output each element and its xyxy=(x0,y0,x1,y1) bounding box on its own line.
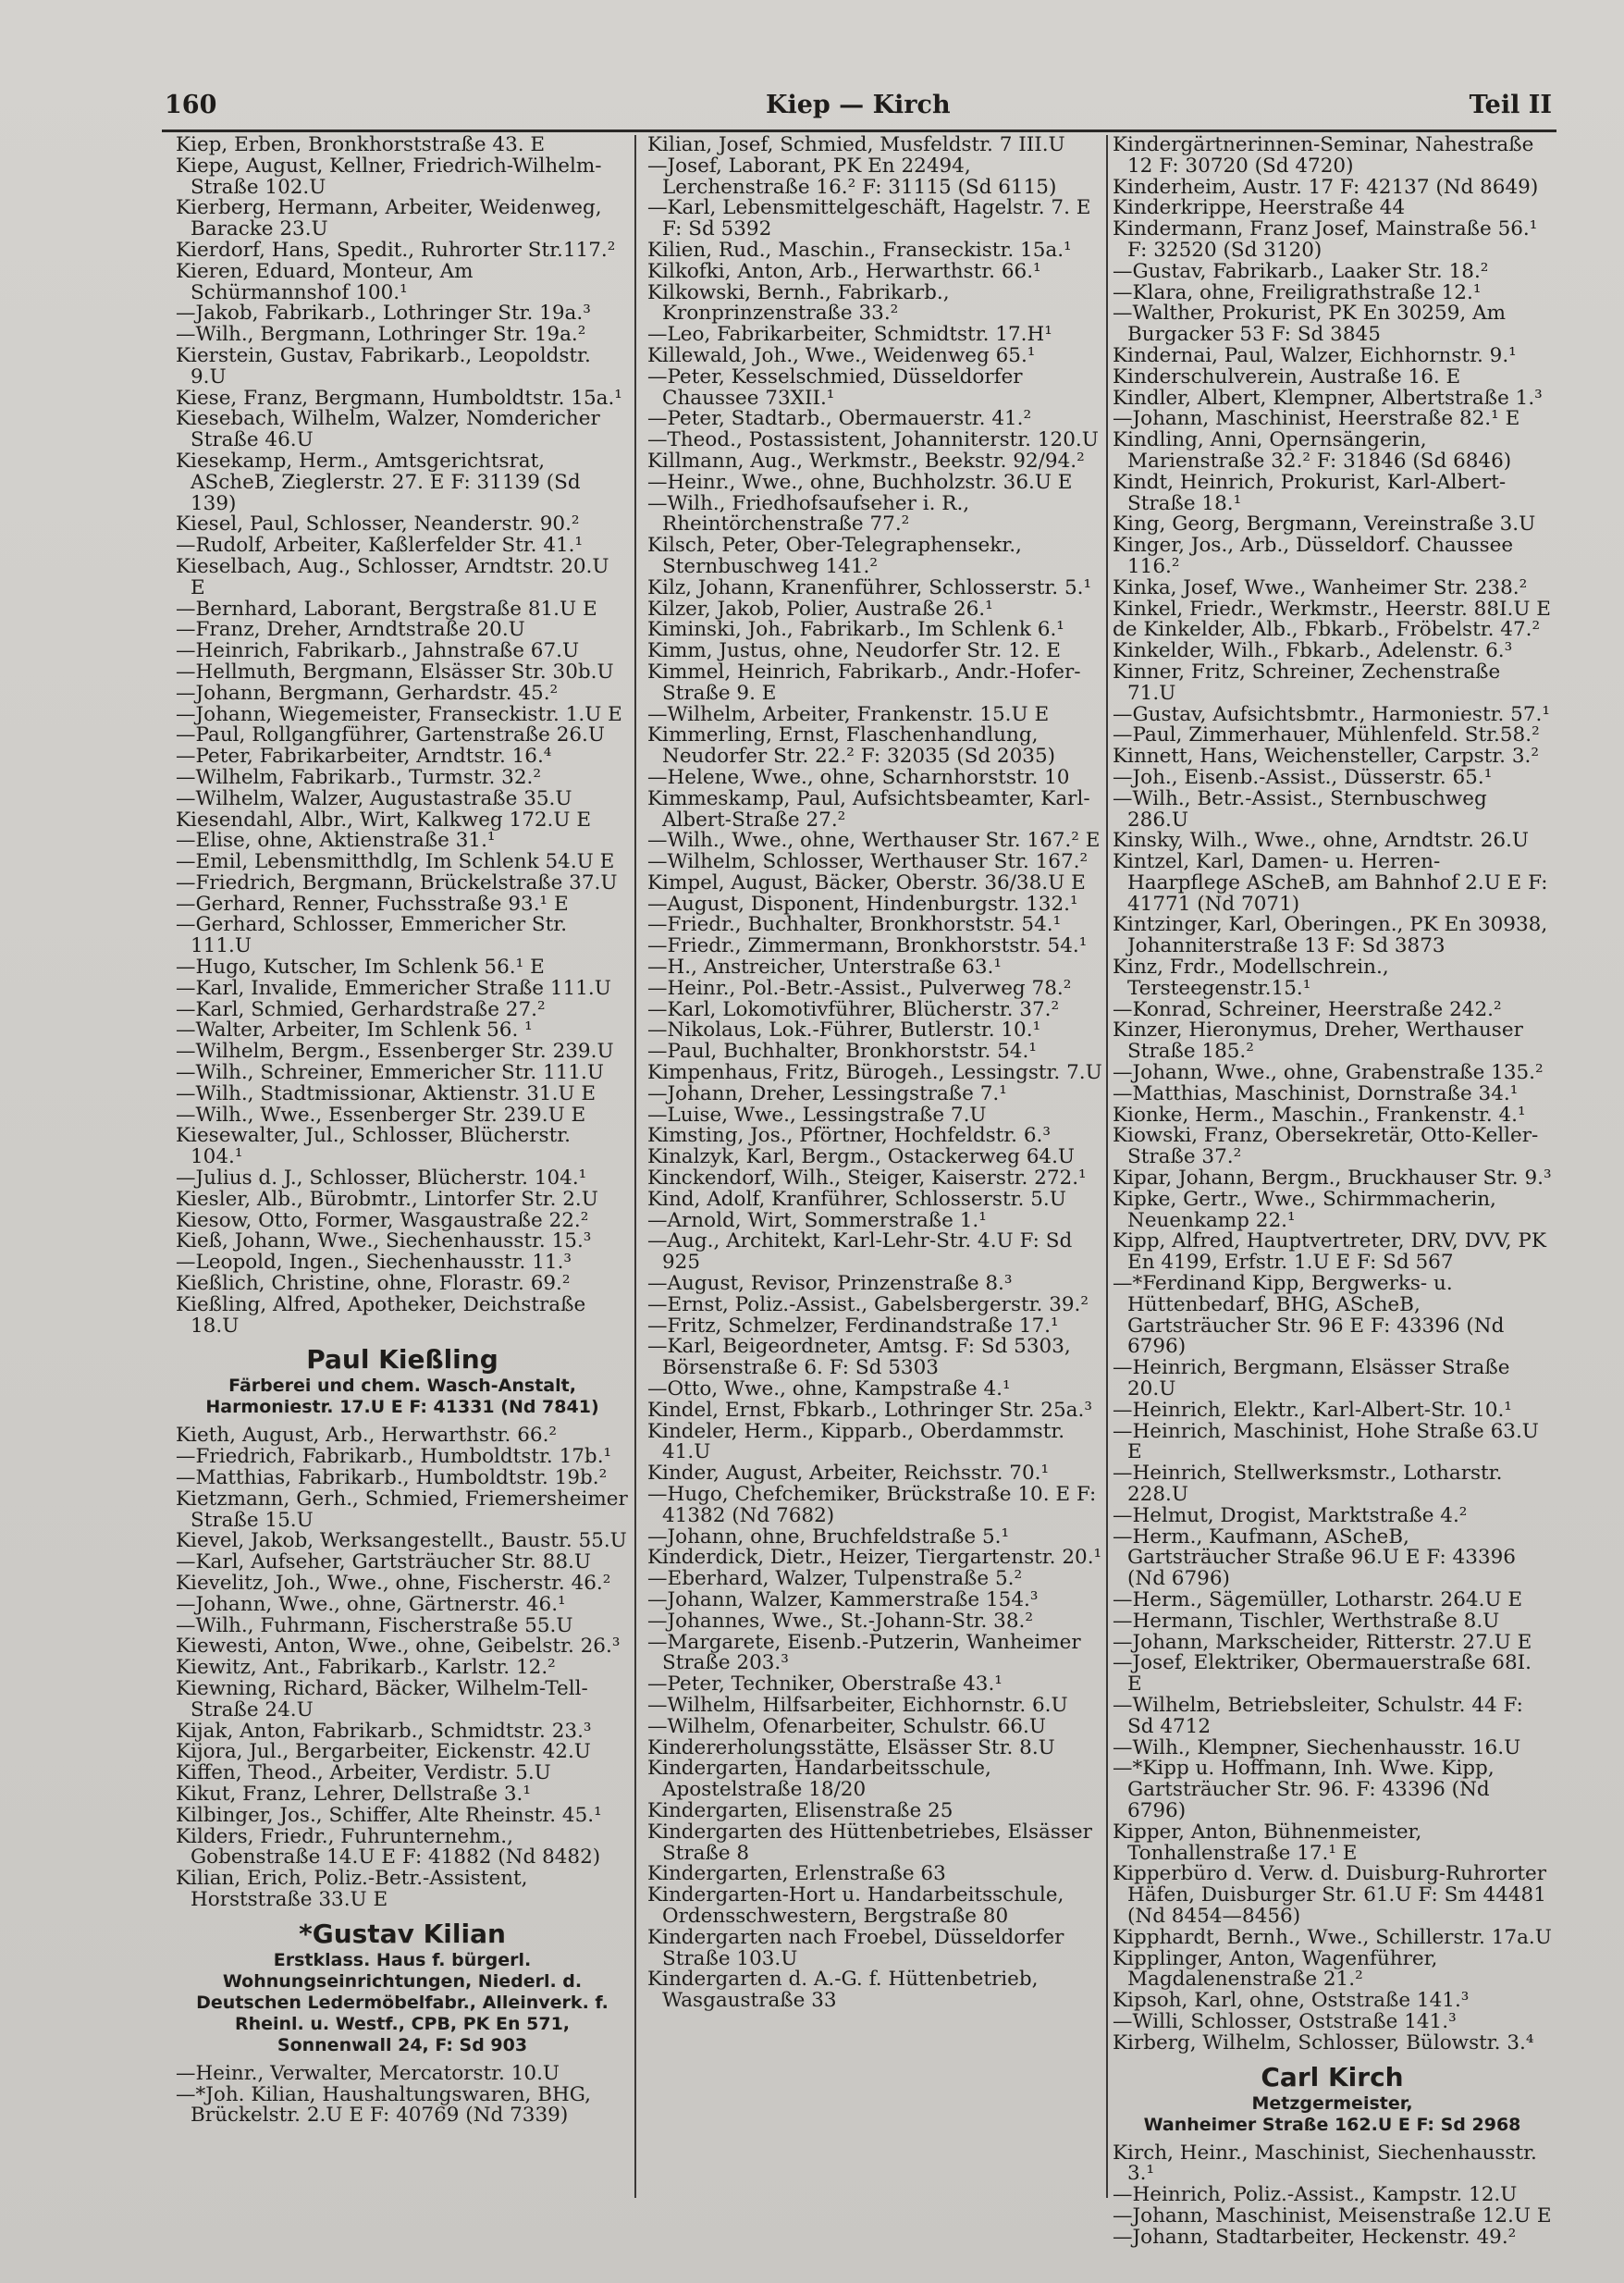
directory-entry: Kilkofki, Anton, Arb., Herwarthstr. 66.¹ xyxy=(647,259,1041,283)
directory-entry: —Johann, Wwe., ohne, Gärtnerstr. 46.¹ xyxy=(176,1592,566,1616)
page-header xyxy=(165,91,1552,128)
directory-entry: Kindt, Heinrich, Prokurist, Karl-Albert-Straße 18.¹ xyxy=(1113,470,1507,515)
directory-entry: Kinkelder, Wilh., Fbkarb., Adelenstr. 6.³ xyxy=(1113,639,1513,663)
directory-entry: Kilian, Josef, Schmied, Musfeldstr. 7 III.U xyxy=(647,133,1065,156)
directory-entry: —Johann, Maschinist, Meisenstraße 12.U E xyxy=(1113,2203,1552,2227)
directory-entry: Kinderkrippe, Heerstraße 44 xyxy=(1113,196,1406,220)
directory-entry: Kimmerling, Ernst, Flaschenhandlung, Neudorfer Str. 22.² F: 32035 (Sd 2035) xyxy=(647,723,1056,769)
directory-entry: Kimmeskamp, Paul, Aufsichtsbeamter, Karl-Albert-Straße 27.² xyxy=(647,786,1090,832)
directory-entry: —Fritz, Schmelzer, Ferdinandstraße 17.¹ xyxy=(647,1314,1059,1338)
directory-entry: Kijak, Anton, Fabrikarb., Schmidtstr. 23.³ xyxy=(176,1719,592,1743)
directory-entry: —Paul, Zimmerhauer, Mühlenfeld. Str.58.² xyxy=(1113,723,1540,747)
directory-entry: Kiesler, Alb., Bürobmtr., Lintorfer Str. 2.U xyxy=(176,1187,598,1211)
directory-entry: Kießling, Alfred, Apotheker, Deichstraße 18.U xyxy=(176,1292,586,1338)
directory-entry: Kilzer, Jakob, Polier, Austraße 26.¹ xyxy=(647,597,993,621)
directory-entry: —Klara, ohne, Freiligrathstraße 12.¹ xyxy=(1113,280,1482,304)
directory-entry: Kinderheim, Austr. 17 F: 42137 (Nd 8649) xyxy=(1113,175,1539,199)
directory-entry: —Friedr., Zimmermann, Bronkhorststr. 54.¹ xyxy=(647,934,1088,958)
directory-entry: —August, Revisor, Prinzenstraße 8.³ xyxy=(647,1272,1013,1296)
directory-entry: —Otto, Wwe., ohne, Kampstraße 4.¹ xyxy=(647,1377,1011,1401)
directory-entry: Kindermann, Franz Josef, Mainstraße 56.¹ F: 32520 (Sd 3120) xyxy=(1113,217,1538,262)
advert-line: Metzgermeister, xyxy=(1251,2092,1413,2114)
directory-entry: Kiowski, Franz, Obersekretär, Otto-Keller-Straße 37.² xyxy=(1113,1124,1539,1169)
directory-entry: Kilders, Friedr., Fuhrunternehm., Gobenstraße 14.U E F: 41882 (Nd 8482) xyxy=(176,1824,601,1870)
directory-entry: Kind, Adolf, Kranführer, Schlosserstr. 5.U xyxy=(647,1187,1066,1211)
directory-entry: Kipphardt, Bernh., Wwe., Schillerstr. 17a.U xyxy=(1113,1925,1552,1949)
directory-entry: Kiese, Franz, Bergmann, Humboldtstr. 15a.¹ xyxy=(176,386,622,410)
directory-entry: —Hugo, Chefchemiker, Brückstraße 10. E F: 41382 (Nd 7682) xyxy=(647,1483,1097,1527)
directory-entry: —Peter, Stadtarb., Obermauerstr. 41.² xyxy=(647,407,1032,431)
directory-entry: —Johann, Stadtarbeiter, Heckenstr. 49.² xyxy=(1113,2225,1517,2249)
part-label: Teil II xyxy=(1469,91,1552,119)
directory-entry: Kinnett, Hans, Weichensteller, Carpstr. 3.² xyxy=(1113,745,1539,769)
directory-entry: —Wilh., Stadtmissionar, Aktienstr. 31.U E xyxy=(176,1081,597,1105)
directory-entry: Kimpel, August, Bäcker, Oberstr. 36/38.U E xyxy=(647,870,1086,895)
directory-entry: —Heinrich, Bergmann, Elsässer Straße 20.U xyxy=(1113,1356,1510,1401)
directory-entry: —Helmut, Drogist, Marktstraße 4.² xyxy=(1113,1503,1468,1527)
directory-entry: Kinderschulverein, Austraße 16. E xyxy=(1113,364,1461,389)
directory-entry: —Peter, Kesselschmied, Düsseldorfer Chaussee 73XII.¹ xyxy=(647,364,1023,410)
directory-entry: —Wilhelm, Betriebsleiter, Schulstr. 44 F: Sd 4712 xyxy=(1113,1693,1523,1738)
directory-entry: Kinderdick, Dietr., Heizer, Tiergartenstr. 20.¹ xyxy=(647,1546,1102,1570)
directory-entry: Kiesewalter, Jul., Schlosser, Blücherstr. 104.¹ xyxy=(176,1124,571,1169)
directory-entry: Kikut, Franz, Lehrer, Dellstraße 3.¹ xyxy=(176,1782,531,1806)
directory-entry: Kierdorf, Hans, Spedit., Ruhrorter Str.117.² xyxy=(176,238,616,262)
directory-entry: —Konrad, Schreiner, Heerstraße 242.² xyxy=(1113,997,1502,1021)
directory-entry: Kilz, Johann, Kranenführer, Schlosserstr. 5.¹ xyxy=(647,575,1092,599)
directory-entry: Kimsting, Jos., Pförtner, Hochfeldstr. 6.³ xyxy=(647,1124,1051,1148)
directory-entry: —Ernst, Poliz.-Assist., Gabelsbergerstr. 39.² xyxy=(647,1292,1089,1316)
directory-entry: Kindergarten d. A.-G. f. Hüttenbetrieb, Wasgaustraße 33 xyxy=(647,1968,1039,2013)
directory-entry: Kindel, Ernst, Fbkarb., Lothringer Str. 25a.³ xyxy=(647,1398,1092,1422)
directory-entry: —Walter, Arbeiter, Im Schlenk 56. ¹ xyxy=(176,1018,533,1043)
directory-entry: —Wilh., Bergmann, Lothringer Str. 19a.² xyxy=(176,323,586,347)
directory-entry: —Leo, Fabrikarbeiter, Schmidtstr. 17.H¹ xyxy=(647,323,1052,347)
directory-entry: Kievelitz, Joh., Wwe., ohne, Fischerstr. 46.² xyxy=(176,1572,611,1595)
directory-entry: Kießlich, Christine, ohne, Florastr. 69.² xyxy=(176,1272,571,1296)
directory-entry: Kindling, Anni, Opernsängerin, Marienstraße 32.² F: 31846 (Sd 6846) xyxy=(1113,428,1512,473)
header-rule xyxy=(162,130,1556,132)
directory-entry: Kipar, Johann, Bergm., Bruckhauser Str. 9.³ xyxy=(1113,1166,1552,1191)
directory-entry: Kipsoh, Karl, ohne, Oststraße 141.³ xyxy=(1113,1989,1470,2013)
directory-entry: Kintzinger, Karl, Oberingen., PK En 30938, Johanniterstraße 13 F: Sd 3873 xyxy=(1113,913,1548,958)
directory-entry: —Wilh., Schreiner, Emmericher Str. 111.U xyxy=(176,1061,604,1085)
directory-entry: Kiesow, Otto, Former, Wasgaustraße 22.² xyxy=(176,1208,589,1232)
directory-entry: —Emil, Lebensmitthdlg, Im Schlenk 54.U E xyxy=(176,850,615,874)
directory-entry: Kipp, Alfred, Hauptvertreter, DRV, DVV, PK En 4199, Erfstr. 1.U E F: Sd 567 xyxy=(1113,1229,1546,1275)
directory-entry: —Gerhard, Renner, Fuchsstraße 93.¹ E xyxy=(176,892,569,916)
directory-entry: Kinner, Fritz, Schreiner, Zechenstraße 71.U xyxy=(1113,660,1501,705)
directory-entry: Kilian, Erich, Poliz.-Betr.-Assistent, Horststraße 33.U E xyxy=(176,1867,528,1911)
directory-entry: —*Joh. Kilian, Haushaltungswaren, BHG, Brückelstr. 2.U E F: 40769 (Nd 7339) xyxy=(176,2082,592,2128)
advert-name: *Gustav Kilian xyxy=(299,1918,506,1949)
directory-entry: —Wilhelm, Arbeiter, Frankenstr. 15.U E xyxy=(647,702,1050,726)
directory-entry: —Johann, Markscheider, Ritterstr. 27.U E xyxy=(1113,1630,1532,1654)
directory-entry: —Wilhelm, Ofenarbeiter, Schulstr. 66.U xyxy=(647,1714,1046,1738)
directory-entry: —Hellmuth, Bergmann, Elsässer Str. 30b.U xyxy=(176,660,614,684)
directory-entry: Kiewesti, Anton, Wwe., ohne, Geibelstr. 26.³ xyxy=(176,1635,621,1659)
directory-entry: —Wilh., Wwe., ohne, Werthauser Str. 167.² E xyxy=(647,829,1101,853)
directory-entry: Kievel, Jakob, Werksangestellt., Baustr. 55.U xyxy=(176,1529,627,1553)
directory-entry: —Friedr., Buchhalter, Bronkhorststr. 54.¹ xyxy=(647,913,1062,937)
directory-entry: —Joh., Eisenb.-Assist., Düsserstr. 65.¹ xyxy=(1113,765,1493,789)
directory-entry: —Walther, Prokurist, PK En 30259, Am Burgacker 53 F: Sd 3845 xyxy=(1113,302,1506,347)
directory-entry: —Johann, Dreher, Lessingstraße 7.¹ xyxy=(647,1081,1007,1105)
advert-paul-kiessling xyxy=(176,1344,629,1418)
directory-entry: Killewald, Joh., Wwe., Weidenweg 65.¹ xyxy=(647,343,1036,367)
directory-entry: —Herm., Kaufmann, AScheB, Gartsträucher Straße 96.U E F: 43396 (Nd 6796) xyxy=(1113,1524,1516,1591)
directory-entry: —Eberhard, Walzer, Tulpenstraße 5.² xyxy=(647,1567,1023,1591)
directory-entry: Kimm, Justus, ohne, Neudorfer Str. 12. E xyxy=(647,639,1061,663)
directory-entry: —Karl, Aufseher, Gartsträucher Str. 88.U xyxy=(176,1550,591,1574)
directory-entry: —Heinrich, Stellwerksmstr., Lotharstr. 228.U xyxy=(1113,1462,1503,1506)
advert-line: Wanheimer Straße 162.U E F: Sd 2968 xyxy=(1143,2114,1521,2135)
directory-entry: —Wilhelm, Bergm., Essenberger Str. 239.U xyxy=(176,1040,614,1064)
advert-text: Färberei und chem. Wasch-Anstalt, Harmoniestr. 17.U E F: 41331 (Nd 7841) xyxy=(205,1376,599,1418)
directory-entry: —Aug., Architekt, Karl-Lehr-Str. 4.U F: Sd 925 xyxy=(647,1229,1073,1275)
directory-entry: Kietzmann, Gerh., Schmied, Friemersheimer Straße 15.U xyxy=(176,1487,628,1532)
directory-entry: —Johannes, Wwe., St.-Johann-Str. 38.² xyxy=(647,1609,1033,1633)
directory-entry: —Willi, Schlosser, Oststraße 141.³ xyxy=(1113,2009,1457,2033)
directory-entry: Kimmel, Heinrich, Fabrikarb., Andr.-Hofer-Straße 9. E xyxy=(647,660,1081,705)
column-2 xyxy=(647,135,1102,2012)
directory-entry: Kieren, Eduard, Monteur, Am Schürmannshof 100.¹ xyxy=(176,259,474,304)
directory-entry: Kindergarten des Hüttenbetriebes, Elsässer Straße 8 xyxy=(647,1820,1092,1865)
directory-entry: —Josef, Laborant, PK En 22494, Lerchenstraße 16.² F: 31115 (Sd 6115) xyxy=(647,154,1057,199)
directory-entry: —Wilhelm, Hilfsarbeiter, Eichhornstr. 6.U xyxy=(647,1693,1068,1717)
directory-entry: —Wilh., Wwe., Essenberger Str. 239.U E xyxy=(176,1103,586,1127)
directory-entry: —Johann, Walzer, Kammerstraße 154.³ xyxy=(647,1587,1039,1611)
directory-entry: —August, Disponent, Hindenburgstr. 132.¹ xyxy=(647,892,1078,916)
directory-entry: —Theod., Postassistent, Johanniterstr. 120.U xyxy=(647,428,1099,452)
directory-entry: Kiewitz, Ant., Fabrikarb., Karlstr. 12.² xyxy=(176,1656,556,1680)
directory-entry: —Heinrich, Elektr., Karl-Albert-Str. 10.¹ xyxy=(1113,1398,1512,1422)
directory-entry: Kilbinger, Jos., Schiffer, Alte Rheinstr. 45.¹ xyxy=(176,1803,602,1827)
directory-entry: —Wilh., Friedhofsaufseher i. R., Rheintörchenstraße 77.² xyxy=(647,491,970,537)
directory-entry: Kintzel, Karl, Damen- u. Herren-Haarpflege AScheB, am Bahnhof 2.U E F: 41771 (Nd 7071) xyxy=(1113,850,1548,916)
directory-entry: Kindler, Albert, Klempner, Albertstraße 1.³ xyxy=(1113,386,1543,410)
directory-entry: Kinz, Frdr., Modellschrein., Tersteegenstr.15.¹ xyxy=(1113,956,1389,1000)
directory-entry: Kierberg, Hermann, Arbeiter, Weidenweg, Baracke 23.U xyxy=(176,196,602,241)
directory-entry: —Hugo, Kutscher, Im Schlenk 56.¹ E xyxy=(176,956,545,980)
directory-entry: —Herm., Sägemüller, Lotharstr. 264.U E xyxy=(1113,1587,1523,1611)
directory-entry: —Heinrich, Fabrikarb., Jahnstraße 67.U xyxy=(176,639,580,663)
directory-entry: —Heinrich, Poliz.-Assist., Kampstr. 12.U xyxy=(1113,2183,1518,2207)
directory-entry: —Peter, Techniker, Oberstraße 43.¹ xyxy=(647,1672,1003,1697)
directory-entry: Kijora, Jul., Bergarbeiter, Eickenstr. 42.U xyxy=(176,1740,591,1764)
directory-entry: Kiepe, August, Kellner, Friedrich-Wilhelm-Straße 102.U xyxy=(176,154,602,199)
directory-entry: Kieselbach, Aug., Schlosser, Arndtstr. 20.U E xyxy=(176,554,609,599)
directory-entry: —Paul, Buchhalter, Bronkhorststr. 54.¹ xyxy=(647,1040,1037,1064)
directory-entry: —Wilhelm, Schlosser, Werthauser Str. 167.² xyxy=(647,850,1089,874)
directory-entry: —Arnold, Wirt, Sommerstraße 1.¹ xyxy=(647,1208,987,1232)
directory-entry: de Kinkelder, Alb., Fbkarb., Fröbelstr. 47.² xyxy=(1113,618,1541,642)
directory-entry: Kieß, Johann, Wwe., Siechenhausstr. 15.³ xyxy=(176,1229,592,1253)
directory-entry: Kiffen, Theod., Arbeiter, Verdistr. 5.U xyxy=(176,1761,551,1785)
advert-text: Erstklass. Haus f. bürgerl. Wohnungseinrichtungen, Niederl. d. Deutschen Ledermöbelfabr., Alleinverk. f. Rheinl. u. Westf., CPB, PK En 571, Sonnenwall 24, F: Sd 903 xyxy=(196,1949,609,2055)
directory-entry: —Franz, Dreher, Arndtstraße 20.U xyxy=(176,618,525,642)
directory-entry: Kindeler, Herm., Kipparb., Oberdammstr. 41.U xyxy=(647,1419,1065,1464)
directory-entry: —Heinrich, Maschinist, Hohe Straße 63.U E xyxy=(1113,1419,1539,1464)
directory-entry: —Heinr., Wwe., ohne, Buchholzstr. 36.U E xyxy=(647,470,1073,494)
directory-entry: Kipke, Gertr., Wwe., Schirmmacherin, Neuenkamp 22.¹ xyxy=(1113,1187,1496,1232)
directory-entry: Kindererholungsstätte, Elsässer Str. 8.U xyxy=(647,1735,1055,1759)
directory-entry: Killmann, Aug., Werkmstr., Beekstr. 92/94.² xyxy=(647,449,1085,473)
directory-entry: Kinckendorf, Wilh., Steiger, Kaiserstr. 272.¹ xyxy=(647,1166,1087,1191)
column-divider xyxy=(1106,135,1108,2198)
directory-entry: —H., Anstreicher, Unterstraße 63.¹ xyxy=(647,956,1002,980)
directory-entry: —Helene, Wwe., ohne, Scharnhorststr. 10 xyxy=(647,765,1070,789)
column-3 xyxy=(1113,135,1552,2249)
directory-entry: —Peter, Fabrikarbeiter, Arndtstr. 16.⁴ xyxy=(176,745,552,769)
directory-entry: Kindergärtnerinnen-Seminar, Nahestraße 12 F: 30720 (Sd 4720) xyxy=(1113,133,1534,178)
directory-entry: —Wilh., Fuhrmann, Fischerstraße 55.U xyxy=(176,1613,573,1637)
directory-entry: —Wilh., Klempner, Siechenhausstr. 16.U xyxy=(1113,1735,1521,1759)
directory-entry: Kiewning, Richard, Bäcker, Wilhelm-Tell-Straße 24.U xyxy=(176,1676,588,1722)
directory-entry: —Friedrich, Fabrikarb., Humboldtstr. 17b.¹ xyxy=(176,1445,612,1469)
directory-entry: —Hermann, Tischler, Werthstraße 8.U xyxy=(1113,1609,1500,1633)
directory-entry: —Jakob, Fabrikarb., Lothringer Str. 19a.³ xyxy=(176,302,591,326)
directory-entry: —Bernhard, Laborant, Bergstraße 81.U E xyxy=(176,597,597,621)
directory-entry: —Leopold, Ingen., Siechenhausstr. 11.³ xyxy=(176,1251,572,1275)
directory-entry: Kinsky, Wilh., Wwe., ohne, Arndtstr. 26.U xyxy=(1113,829,1530,853)
directory-entry: Kiesekamp, Herm., Amtsgerichtsrat, AScheB, Zieglerstr. 27. E F: 31139 (Sd 139) xyxy=(176,449,581,515)
advert-gustav-kilian xyxy=(176,1919,629,2056)
directory-entry: Kirberg, Wilhelm, Schlosser, Bülowstr. 3.⁴ xyxy=(1113,2030,1534,2055)
directory-entry: —Gustav, Fabrikarb., Laaker Str. 18.² xyxy=(1113,259,1489,283)
directory-entry: —Wilh., Betr.-Assist., Sternbuschweg 286.U xyxy=(1113,786,1487,832)
directory-entry: Kindergarten, Erlenstraße 63 xyxy=(647,1862,946,1886)
directory-entry: —*Ferdinand Kipp, Bergwerks- u. Hüttenbedarf, BHG, AScheB, Gartsträucher Str. 96 E F: 43396 (Nd 6796) xyxy=(1113,1272,1505,1359)
directory-entry: —Karl, Lebensmittelgeschäft, Hagelstr. 7. E F: Sd 5392 xyxy=(647,196,1091,241)
directory-entry: Kiesel, Paul, Schlosser, Neanderstr. 90.² xyxy=(176,512,580,537)
directory-entry: —Johann, ohne, Bruchfeldstraße 5.¹ xyxy=(647,1524,1010,1549)
directory-entry: Kinzer, Hieronymus, Dreher, Werthauser Straße 185.² xyxy=(1113,1018,1523,1064)
directory-entry: Kindergarten-Hort u. Handarbeitsschule, Ordensschwestern, Bergstraße 80 xyxy=(647,1883,1064,1928)
directory-entry: Kinkel, Friedr., Werkmstr., Heerstr. 88I.U E xyxy=(1113,597,1551,621)
directory-entry: Kiesebach, Wilhelm, Walzer, Nomdericher Straße 46.U xyxy=(176,407,600,452)
directory-entry: —Matthias, Fabrikarb., Humboldtstr. 19b.² xyxy=(176,1466,608,1490)
directory-entry: —Johann, Wwe., ohne, Grabenstraße 135.² xyxy=(1113,1061,1544,1085)
directory-entry: Kinka, Josef, Wwe., Wanheimer Str. 238.² xyxy=(1113,575,1528,599)
directory-entry: —Josef, Elektriker, Obermauerstraße 68I. E xyxy=(1113,1651,1532,1697)
directory-entry: —Nikolaus, Lok.-Führer, Butlerstr. 10.¹ xyxy=(647,1018,1041,1043)
directory-entry: Kinalzyk, Karl, Bergm., Ostackerweg 64.U xyxy=(647,1145,1076,1169)
directory-entry: —Margarete, Eisenb.-Putzerin, Wanheimer Straße 203.³ xyxy=(647,1630,1081,1675)
directory-entry: —Johann, Wiegemeister, Franseckistr. 1.U E xyxy=(176,702,622,726)
directory-entry: —Rudolf, Arbeiter, Kaßlerfelder Str. 41.¹ xyxy=(176,534,584,558)
directory-entry: Kilsch, Peter, Ober-Telegraphensekr., Sternbuschweg 141.² xyxy=(647,534,1022,578)
directory-entry: Kiminski, Joh., Fabrikarb., Im Schlenk 6.¹ xyxy=(647,618,1064,642)
directory-entry: —Matthias, Maschinist, Dornstraße 34.¹ xyxy=(1113,1081,1519,1105)
directory-entry: Kipper, Anton, Bühnenmeister, Tonhallenstraße 17.¹ E xyxy=(1113,1820,1422,1865)
directory-entry: —Johann, Bergmann, Gerhardstr. 45.² xyxy=(176,681,559,705)
directory-entry: —Wilhelm, Walzer, Augustastraße 35.U xyxy=(176,786,572,810)
directory-entry: —Luise, Wwe., Lessingstraße 7.U xyxy=(647,1103,987,1127)
directory-entry: Kilkowski, Bernh., Fabrikarb., Kronprinzenstraße 33.² xyxy=(647,280,950,326)
directory-entry: —Gerhard, Schlosser, Emmericher Str. 111.U xyxy=(176,913,568,958)
directory-entry: King, Georg, Bergmann, Vereinstraße 3.U xyxy=(1113,512,1536,537)
directory-entry: Kinger, Jos., Arb., Düsseldorf. Chaussee 116.² xyxy=(1113,534,1514,578)
name-range: Kiep — Kirch xyxy=(766,91,951,119)
directory-entry: Kipplinger, Anton, Wagenführer, Magdalenenstraße 21.² xyxy=(1113,1946,1438,1992)
directory-entry: Kindergarten, Elisenstraße 25 xyxy=(647,1798,953,1822)
directory-entry: —Friedrich, Bergmann, Brückelstraße 37.U xyxy=(176,870,618,895)
directory-entry: —Julius d. J., Schlosser, Blücherstr. 104.¹ xyxy=(176,1166,587,1191)
advert-name: Carl Kirch xyxy=(1261,2061,1404,2092)
directory-entry: Kirch, Heinr., Maschinist, Siechenhausstr. 3.¹ xyxy=(1113,2141,1537,2186)
directory-entry: —Karl, Beigeordneter, Amtsg. F: Sd 5303, Börsenstraße 6. F: Sd 5303 xyxy=(647,1335,1071,1380)
directory-entry: —Gustav, Aufsichtsbmtr., Harmoniestr. 57.¹ xyxy=(1113,702,1550,726)
directory-entry: —*Kipp u. Hoffmann, Inh. Wwe. Kipp, Gartsträucher Str. 96. F: 43396 (Nd 6796) xyxy=(1113,1757,1495,1822)
column-divider xyxy=(634,135,636,2198)
directory-entry: —Heinr., Verwalter, Mercatorstr. 10.U xyxy=(176,2061,560,2085)
directory-entry: Kindergarten, Handarbeitsschule, Apostelstraße 18/20 xyxy=(647,1757,991,1802)
directory-entry: —Karl, Invalide, Emmericher Straße 111.U xyxy=(176,976,611,1000)
page-number: 160 xyxy=(165,91,217,119)
column-1 xyxy=(176,135,629,2127)
advert-carl-kirch xyxy=(1113,2062,1552,2136)
directory-entry: —Paul, Rollgangführer, Gartenstraße 26.U xyxy=(176,723,606,747)
directory-entry: Kiesendahl, Albr., Wirt, Kalkweg 172.U E xyxy=(176,808,592,832)
directory-entry: —Karl, Schmied, Gerhardstraße 27.² xyxy=(176,997,546,1021)
directory-entry: Kipperbüro d. Verw. d. Duisburg-Ruhrorter Häfen, Duisburger Str. 61.U F: Sm 44481 (Nd 8454—8456) xyxy=(1113,1862,1547,1928)
directory-entry: Kionke, Herm., Maschin., Frankenstr. 4.¹ xyxy=(1113,1103,1526,1127)
directory-entry: —Elise, ohne, Aktienstraße 31.¹ xyxy=(176,829,496,853)
directory-entry: Kindernai, Paul, Walzer, Eichhornstr. 9.¹ xyxy=(1113,343,1517,367)
directory-entry: Kindergarten nach Froebel, Düsseldorfer Straße 103.U xyxy=(647,1925,1064,1970)
directory-entry: —Karl, Lokomotivführer, Blücherstr. 37.² xyxy=(647,997,1060,1021)
directory-entry: —Johann, Maschinist, Heerstraße 82.¹ E xyxy=(1113,407,1520,431)
directory-entry: Kimpenhaus, Fritz, Bürogeh., Lessingstr. 7.U xyxy=(647,1061,1102,1085)
directory-entry: —Wilhelm, Fabrikarb., Turmstr. 32.² xyxy=(176,765,541,789)
directory-entry: Kinder, August, Arbeiter, Reichsstr. 70.¹ xyxy=(647,1462,1050,1486)
directory-entry: —Heinr., Pol.-Betr.-Assist., Pulverweg 78.² xyxy=(647,976,1072,1000)
directory-entry: Kiep, Erben, Bronkhorststraße 43. E xyxy=(176,133,546,156)
directory-entry: Kierstein, Gustav, Fabrikarb., Leopoldstr. 9.U xyxy=(176,343,591,389)
directory-entry: Kieth, August, Arb., Herwarthstr. 66.² xyxy=(176,1424,558,1448)
advert-name: Paul Kießling xyxy=(306,1344,498,1376)
directory-entry: Kilien, Rud., Maschin., Franseckistr. 15a.¹ xyxy=(647,238,1072,262)
